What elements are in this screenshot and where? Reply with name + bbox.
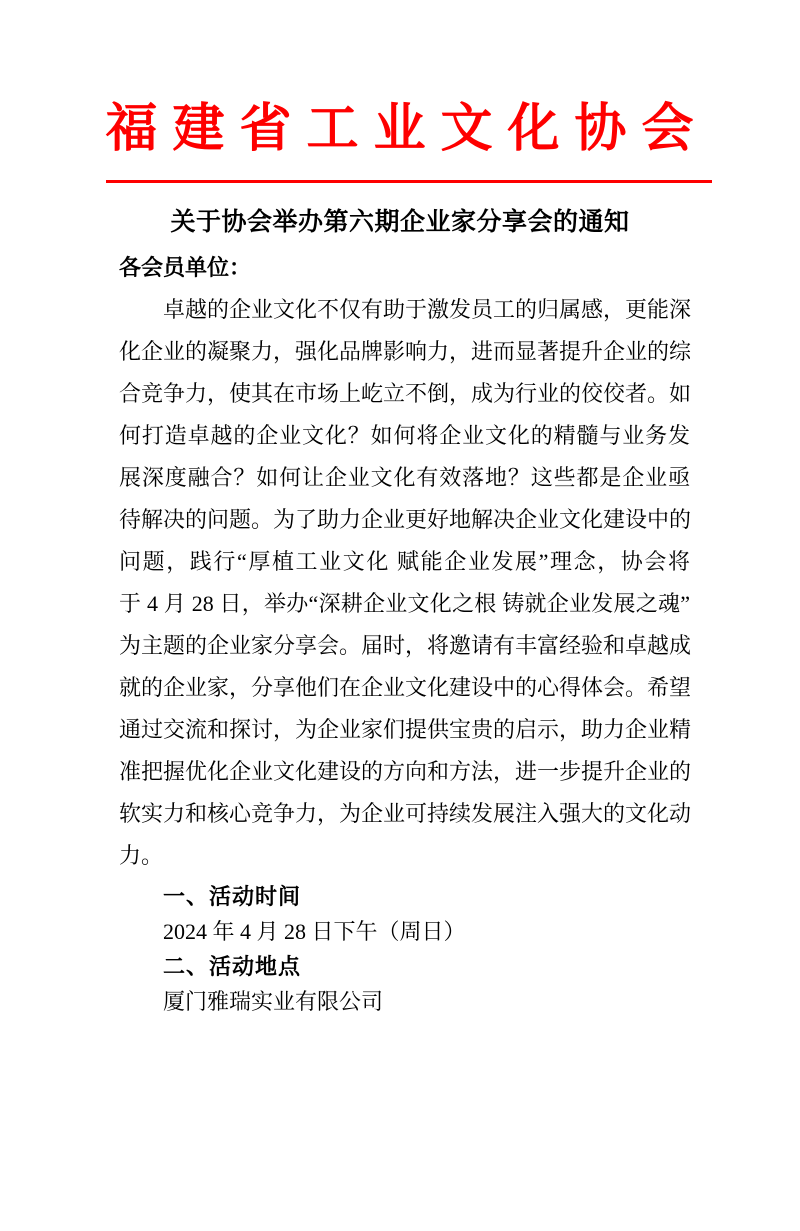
paragraph-line: 就的企业家，分享他们在企业文化建设中的心得体会。希望 — [119, 674, 692, 700]
paragraph-line: 准把握优化企业文化建设的方向和方法，进一步提升企业的 — [119, 758, 692, 784]
section-heading: 一、活动时间 — [163, 883, 302, 909]
paragraph-line: 何打造卓越的企业文化？如何将企业文化的精髓与业务发 — [119, 422, 690, 448]
org-name-header: 福 建 省 工 业 文 化 协 会 — [105, 101, 695, 158]
salutation: 各会员单位： — [119, 254, 252, 280]
body-paragraph — [119, 289, 690, 877]
paragraph-line: 化企业的凝聚力，强化品牌影响力，进而显著提升企业的综 — [119, 338, 692, 364]
paragraph-line: 于 4 月 28 日，举办“深耕企业文化之根 铸就企业发展之魂” — [119, 590, 690, 616]
paragraph-line: 合竞争力，使其在市场上屹立不倒，成为行业的佼佼者。如 — [119, 380, 692, 406]
document-title: 关于协会举办第六期企业家分享会的通知 — [170, 208, 630, 236]
paragraph-line: 卓越的企业文化不仅有助于激发员工的归属感，更能深 — [163, 296, 692, 322]
sections-list — [119, 879, 690, 1019]
paragraph-line: 软实力和核心竞争力，为企业可持续发展注入强大的文化动 — [119, 800, 692, 826]
paragraph-line: 展深度融合？如何让企业文化有效落地？这些都是企业亟 — [119, 464, 690, 490]
header-divider-rule — [106, 180, 712, 183]
paragraph-line: 为主题的企业家分享会。届时，将邀请有丰富经验和卓越成 — [119, 632, 692, 658]
section-content: 厦门雅瑞实业有限公司 — [163, 988, 384, 1014]
paragraph-line: 问题，践行“厚植工业文化 赋能企业发展”理念，协会将 — [119, 548, 690, 574]
document-body — [119, 247, 690, 1019]
section-heading: 二、活动地点 — [163, 953, 302, 979]
paragraph-line: 力。 — [119, 842, 164, 868]
paragraph-line: 待解决的问题。为了助力企业更好地解决企业文化建设中的 — [119, 506, 692, 532]
section-content: 2024 年 4 月 28 日下午（周日） — [163, 918, 466, 944]
paragraph-line: 通过交流和探讨，为企业家们提供宝贵的启示，助力企业精 — [119, 716, 692, 742]
notice-document-page — [0, 100, 800, 1231]
